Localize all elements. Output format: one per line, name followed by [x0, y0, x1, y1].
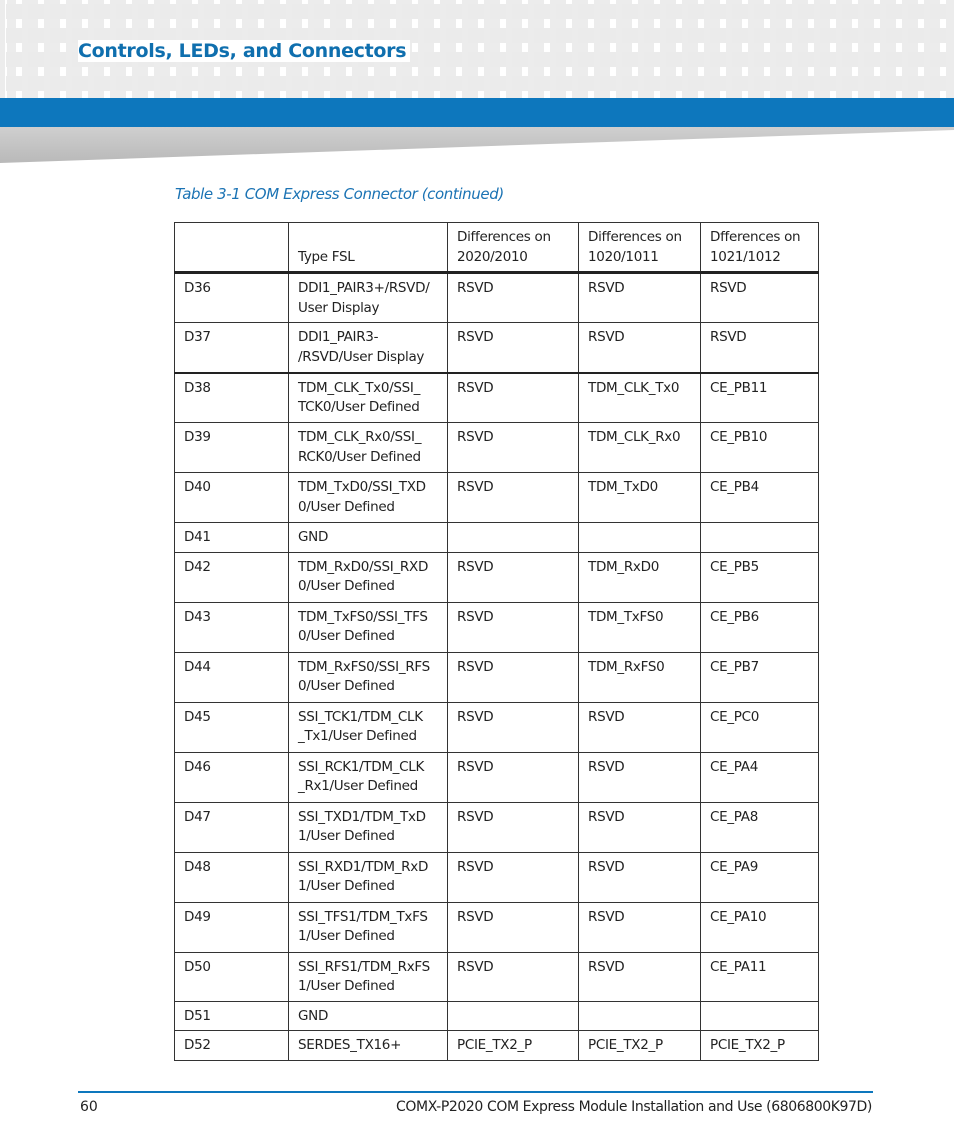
pin-cell: D49 — [175, 902, 289, 952]
table-cell: RSVD — [579, 902, 701, 952]
pin-cell: D50 — [175, 952, 289, 1001]
table-row — [175, 423, 819, 473]
grid-square — [578, 4, 594, 19]
table-cell: CE_PB11 — [701, 373, 819, 423]
grid-square — [666, 76, 682, 91]
grid-square — [842, 4, 858, 19]
table-cell: RSVD — [448, 273, 579, 323]
table-cell: TDM_RxFS0/SSI_RFS 0/User Defined — [289, 652, 448, 702]
pin-cell: D38 — [175, 373, 289, 423]
grid-square — [468, 28, 484, 43]
table-cell: SSI_RXD1/TDM_RxD 1/User Defined — [289, 852, 448, 902]
grid-square — [204, 4, 220, 19]
table-cell: RSVD — [448, 602, 579, 652]
grid-square — [798, 76, 814, 91]
grid-square — [512, 28, 528, 43]
grid-square — [908, 52, 924, 67]
table-row — [175, 323, 819, 373]
table-cell: TDM_TxD0/SSI_TXD 0/User Defined — [289, 473, 448, 523]
table-cell: SSI_RCK1/TDM_CLK _Rx1/User Defined — [289, 752, 448, 802]
table-row — [175, 952, 819, 1001]
table-cell: CE_PB10 — [701, 423, 819, 473]
grid-square — [842, 76, 858, 91]
table-row — [175, 473, 819, 523]
grid-square — [930, 28, 946, 43]
table-row — [175, 1001, 819, 1031]
grid-square — [380, 76, 396, 91]
table-cell: CE_PA10 — [701, 902, 819, 952]
table-cell: RSVD — [701, 323, 819, 373]
grid-square — [424, 4, 440, 19]
pin-cell: D42 — [175, 552, 289, 602]
table-cell: DDI1_PAIR3+/RSVD/ User Display — [289, 273, 448, 323]
table-cell: TDM_CLK_Tx0/SSI_ TCK0/User Defined — [289, 373, 448, 423]
grid-square — [710, 4, 726, 19]
table-cell: RSVD — [579, 273, 701, 323]
grid-square — [512, 52, 528, 67]
header-blue-band — [0, 98, 954, 127]
grid-square — [468, 52, 484, 67]
grid-square — [776, 52, 792, 67]
table-row — [175, 602, 819, 652]
table-cell — [701, 523, 819, 553]
grid-square — [732, 76, 748, 91]
grid-square — [798, 4, 814, 19]
grid-square — [886, 28, 902, 43]
table-row — [175, 902, 819, 952]
table-row — [175, 852, 819, 902]
grid-square — [644, 28, 660, 43]
table-header-row — [175, 223, 819, 273]
grid-square — [556, 52, 572, 67]
grid-square — [314, 4, 330, 19]
table-cell: RSVD — [579, 852, 701, 902]
table-cell: CE_PB7 — [701, 652, 819, 702]
table-cell: RSVD — [448, 902, 579, 952]
table-cell: SSI_TCK1/TDM_CLK _Tx1/User Defined — [289, 702, 448, 752]
grid-square — [358, 76, 374, 91]
grid-square — [226, 4, 242, 19]
grid-square — [72, 76, 88, 91]
grid-square — [908, 4, 924, 19]
grid-square — [270, 4, 286, 19]
grid-square — [94, 76, 110, 91]
grid-square — [380, 4, 396, 19]
grid-square — [6, 52, 22, 67]
chapter-title: Controls, LEDs, and Connectors — [78, 40, 410, 62]
grid-square — [446, 76, 462, 91]
grid-square — [424, 52, 440, 67]
column-header: Differences on 2020/2010 — [448, 223, 579, 273]
grid-square — [578, 76, 594, 91]
grid-square — [116, 76, 132, 91]
grid-square — [534, 52, 550, 67]
grid-square — [182, 76, 198, 91]
table-cell: RSVD — [701, 273, 819, 323]
footer-rule — [78, 1091, 873, 1093]
grid-square — [710, 28, 726, 43]
grid-square — [138, 4, 154, 19]
column-header: Differences on 1020/1011 — [579, 223, 701, 273]
grid-square — [116, 4, 132, 19]
grid-square — [424, 76, 440, 91]
table-cell: RSVD — [448, 802, 579, 852]
grid-square — [402, 4, 418, 19]
pin-cell: D39 — [175, 423, 289, 473]
grid-square — [688, 4, 704, 19]
grid-square — [776, 76, 792, 91]
grid-square — [468, 76, 484, 91]
grid-square — [688, 28, 704, 43]
grid-square — [336, 76, 352, 91]
grid-square — [820, 52, 836, 67]
grid-square — [358, 4, 374, 19]
grid-square — [490, 4, 506, 19]
grid-square — [886, 52, 902, 67]
grid-square — [622, 4, 638, 19]
grid-square — [556, 28, 572, 43]
table-cell: GND — [289, 523, 448, 553]
grid-square — [556, 76, 572, 91]
grid-square — [842, 28, 858, 43]
grid-square — [578, 28, 594, 43]
pin-cell: D45 — [175, 702, 289, 752]
grid-square — [754, 4, 770, 19]
table-cell — [448, 1001, 579, 1031]
table-cell: TDM_RxD0 — [579, 552, 701, 602]
grid-square — [534, 28, 550, 43]
grid-square — [666, 52, 682, 67]
table-cell: TDM_TxFS0/SSI_TFS 0/User Defined — [289, 602, 448, 652]
grid-square — [600, 28, 616, 43]
grid-square — [50, 76, 66, 91]
connector-table — [174, 222, 819, 1061]
grid-square — [600, 76, 616, 91]
table-row — [175, 702, 819, 752]
header-grey-wedge — [0, 127, 954, 163]
table-cell: PCIE_TX2_P — [579, 1031, 701, 1061]
grid-square — [28, 28, 44, 43]
grid-square — [842, 52, 858, 67]
table-cell: RSVD — [448, 373, 579, 423]
grid-square — [776, 4, 792, 19]
table-cell: SSI_TXD1/TDM_TxD 1/User Defined — [289, 802, 448, 852]
pin-cell: D47 — [175, 802, 289, 852]
grid-square — [468, 4, 484, 19]
grid-square — [182, 4, 198, 19]
column-header: Dfferences on 1021/1012 — [701, 223, 819, 273]
grid-square — [490, 28, 506, 43]
table-cell: TDM_RxFS0 — [579, 652, 701, 702]
table-cell: CE_PB6 — [701, 602, 819, 652]
grid-square — [578, 52, 594, 67]
table-cell: RSVD — [448, 323, 579, 373]
table-cell: TDM_TxFS0 — [579, 602, 701, 652]
grid-square — [754, 28, 770, 43]
grid-square — [28, 76, 44, 91]
grid-square — [534, 4, 550, 19]
table-cell: TDM_TxD0 — [579, 473, 701, 523]
grid-square — [28, 52, 44, 67]
table-cell: RSVD — [448, 952, 579, 1001]
grid-square — [886, 4, 902, 19]
table-cell: RSVD — [448, 852, 579, 902]
pin-cell: D44 — [175, 652, 289, 702]
document-title: COMX-P2020 COM Express Module Installation and Use (6806800K97D) — [396, 1099, 872, 1115]
grid-square — [204, 76, 220, 91]
grid-square — [930, 4, 946, 19]
grid-square — [732, 52, 748, 67]
grid-square — [644, 52, 660, 67]
grid-square — [710, 76, 726, 91]
table-cell: RSVD — [448, 473, 579, 523]
table-row — [175, 652, 819, 702]
table-row — [175, 802, 819, 852]
grid-square — [446, 28, 462, 43]
grid-square — [644, 76, 660, 91]
pin-cell: D41 — [175, 523, 289, 553]
table-cell: GND — [289, 1001, 448, 1031]
grid-square — [446, 52, 462, 67]
table-cell: RSVD — [579, 702, 701, 752]
table-row — [175, 552, 819, 602]
table-cell: SERDES_TX16+ — [289, 1031, 448, 1061]
table-cell: CE_PB5 — [701, 552, 819, 602]
grid-square — [754, 52, 770, 67]
table-cell — [579, 523, 701, 553]
grid-square — [490, 76, 506, 91]
grid-square — [50, 28, 66, 43]
grid-square — [930, 52, 946, 67]
pin-cell: D43 — [175, 602, 289, 652]
table-cell: DDI1_PAIR3- /RSVD/User Display — [289, 323, 448, 373]
table-row — [175, 273, 819, 323]
grid-square — [336, 4, 352, 19]
table-cell: TDM_CLK_Rx0 — [579, 423, 701, 473]
grid-square — [688, 52, 704, 67]
table-cell: CE_PA8 — [701, 802, 819, 852]
grid-square — [6, 4, 22, 19]
table-cell: SSI_RFS1/TDM_RxFS 1/User Defined — [289, 952, 448, 1001]
table-cell: RSVD — [579, 802, 701, 852]
table-cell: CE_PB4 — [701, 473, 819, 523]
grid-square — [754, 76, 770, 91]
grid-square — [6, 28, 22, 43]
table-cell: TDM_CLK_Rx0/SSI_ RCK0/User Defined — [289, 423, 448, 473]
grid-square — [556, 4, 572, 19]
pin-cell: D46 — [175, 752, 289, 802]
grid-square — [798, 52, 814, 67]
grid-square — [402, 76, 418, 91]
grid-square — [688, 76, 704, 91]
grid-square — [270, 76, 286, 91]
column-header: Type FSL — [289, 223, 448, 273]
pin-cell: D51 — [175, 1001, 289, 1031]
table-cell: TDM_RxD0/SSI_RXD 0/User Defined — [289, 552, 448, 602]
grid-square — [160, 76, 176, 91]
grid-square — [6, 76, 22, 91]
grid-square — [622, 52, 638, 67]
grid-square — [622, 76, 638, 91]
grid-square — [644, 4, 660, 19]
grid-square — [160, 4, 176, 19]
table-cell: RSVD — [448, 752, 579, 802]
grid-square — [666, 4, 682, 19]
table-cell: TDM_CLK_Tx0 — [579, 373, 701, 423]
grid-square — [424, 28, 440, 43]
grid-square — [732, 28, 748, 43]
grid-square — [314, 76, 330, 91]
pin-cell: D36 — [175, 273, 289, 323]
table-cell: PCIE_TX2_P — [448, 1031, 579, 1061]
table-cell: RSVD — [448, 652, 579, 702]
table-cell: RSVD — [448, 423, 579, 473]
grid-square — [512, 76, 528, 91]
table-cell: RSVD — [579, 752, 701, 802]
grid-square — [248, 76, 264, 91]
grid-square — [512, 4, 528, 19]
grid-square — [622, 28, 638, 43]
table-cell — [579, 1001, 701, 1031]
grid-square — [534, 76, 550, 91]
grid-square — [776, 28, 792, 43]
grid-square — [820, 28, 836, 43]
grid-square — [864, 76, 880, 91]
grid-square — [292, 4, 308, 19]
grid-square — [50, 52, 66, 67]
grid-square — [72, 4, 88, 19]
grid-square — [820, 4, 836, 19]
grid-square — [50, 4, 66, 19]
grid-square — [908, 28, 924, 43]
grid-square — [864, 28, 880, 43]
table-cell: CE_PC0 — [701, 702, 819, 752]
table-cell: CE_PA4 — [701, 752, 819, 802]
table-row — [175, 523, 819, 553]
grid-square — [710, 52, 726, 67]
grid-square — [864, 4, 880, 19]
table-row — [175, 752, 819, 802]
table-cell: RSVD — [448, 702, 579, 752]
grid-square — [732, 4, 748, 19]
table-cell: RSVD — [448, 552, 579, 602]
table-caption: Table 3-1 COM Express Connector (continued) — [175, 185, 504, 203]
table-cell: RSVD — [579, 323, 701, 373]
grid-square — [226, 76, 242, 91]
grid-square — [600, 52, 616, 67]
table-row — [175, 1031, 819, 1061]
grid-square — [94, 4, 110, 19]
table-cell: CE_PA9 — [701, 852, 819, 902]
table-cell: CE_PA11 — [701, 952, 819, 1001]
grid-square — [864, 52, 880, 67]
pin-cell: D52 — [175, 1031, 289, 1061]
table-row — [175, 373, 819, 423]
table-cell — [701, 1001, 819, 1031]
grid-square — [908, 76, 924, 91]
column-header — [175, 223, 289, 273]
table-cell: PCIE_TX2_P — [701, 1031, 819, 1061]
page-number: 60 — [80, 1099, 98, 1115]
grid-square — [248, 4, 264, 19]
grid-square — [798, 28, 814, 43]
grid-square — [600, 4, 616, 19]
pin-cell: D37 — [175, 323, 289, 373]
table-cell: RSVD — [579, 952, 701, 1001]
table-cell — [448, 523, 579, 553]
grid-square — [886, 76, 902, 91]
grid-square — [28, 4, 44, 19]
grid-square — [930, 76, 946, 91]
grid-square — [292, 76, 308, 91]
grid-square — [490, 52, 506, 67]
grid-square — [138, 76, 154, 91]
table-cell: SSI_TFS1/TDM_TxFS 1/User Defined — [289, 902, 448, 952]
pin-cell: D48 — [175, 852, 289, 902]
pin-cell: D40 — [175, 473, 289, 523]
grid-square — [820, 76, 836, 91]
grid-square — [446, 4, 462, 19]
grid-square — [666, 28, 682, 43]
